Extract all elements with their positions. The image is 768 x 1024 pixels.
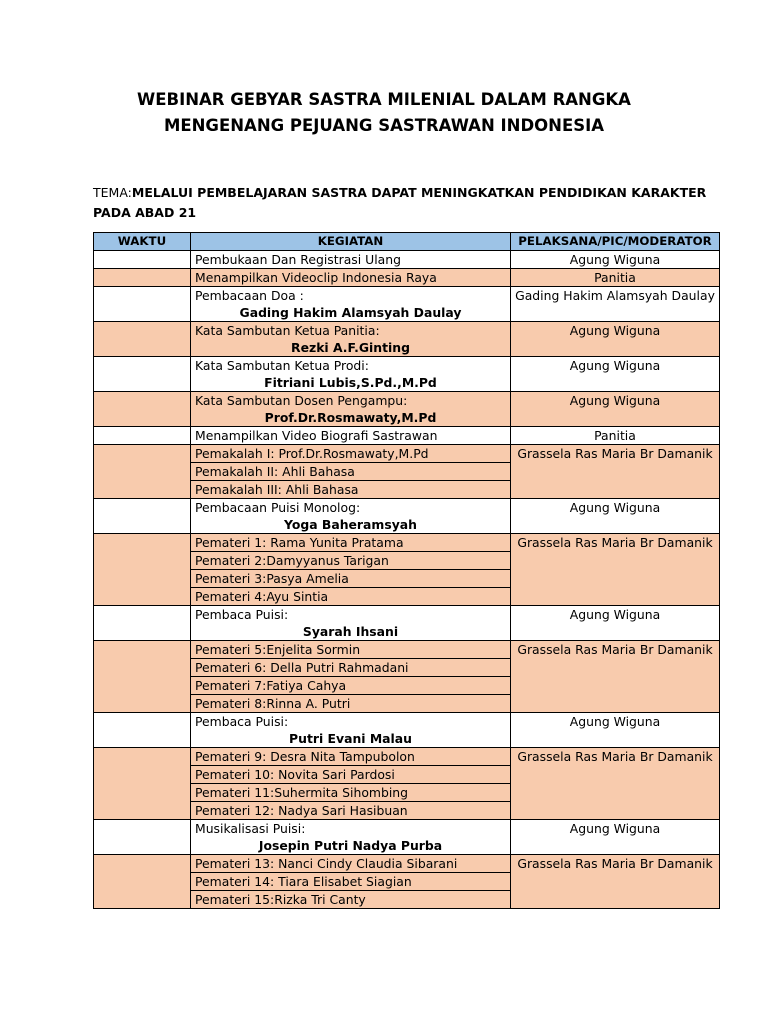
theme-text: MELALUI PEMBELAJARAN SASTRA DAPAT MENINGKATKAN PENDIDIKAN KARAKTER — [131, 185, 707, 200]
table-row — [94, 392, 720, 427]
table-row — [94, 287, 720, 322]
kegiatan-cell: Menampilkan Videoclip Indonesia Raya — [191, 269, 511, 287]
kegiatan-label: Pembaca Puisi: — [195, 607, 289, 622]
theme-line-1 — [93, 185, 706, 200]
table-row — [94, 251, 720, 269]
pic-cell: Grassela Ras Maria Br Damanik — [511, 445, 720, 499]
table-header — [94, 233, 720, 251]
kegiatan-cell: Pemateri 3:Pasya Amelia — [191, 570, 511, 588]
pic-cell: Panitia — [511, 269, 720, 287]
kegiatan-cell: Pemateri 14: Tiara Elisabet Siagian — [191, 873, 511, 891]
performer-name: Syarah Ihsani — [302, 624, 399, 639]
kegiatan-cell — [191, 392, 511, 427]
performer-name: Josepin Putri Nadya Purba — [258, 838, 443, 853]
kegiatan-cell — [191, 499, 511, 534]
waktu-cell — [94, 855, 191, 909]
pic-cell: Agung Wiguna — [511, 606, 720, 641]
theme-prefix: TEMA: — [93, 185, 132, 200]
pic-cell: Agung Wiguna — [511, 820, 720, 855]
kegiatan-cell: Pemateri 15:Rizka Tri Canty — [191, 891, 511, 909]
kegiatan-cell — [191, 820, 511, 855]
document-title-line-1: WEBINAR GEBYAR SASTRA MILENIAL DALAM RANGKA — [137, 90, 631, 109]
performer-name: Gading Hakim Alamsyah Daulay — [239, 305, 462, 320]
kegiatan-cell: Pemateri 12: Nadya Sari Hasibuan — [191, 802, 511, 820]
table-row — [94, 820, 720, 855]
pic-cell: Agung Wiguna — [511, 251, 720, 269]
kegiatan-cell — [191, 287, 511, 322]
kegiatan-cell: Pemateri 2:Damyyanus Tarigan — [191, 552, 511, 570]
waktu-cell — [94, 427, 191, 445]
pic-cell: Grassela Ras Maria Br Damanik — [511, 748, 720, 820]
waktu-cell — [94, 748, 191, 820]
waktu-cell — [94, 713, 191, 748]
waktu-cell — [94, 357, 191, 392]
header-waktu: WAKTU — [94, 233, 191, 251]
theme-text-2: PADA ABAD 21 — [93, 205, 197, 220]
pic-cell: Agung Wiguna — [511, 357, 720, 392]
header-pic: PELAKSANA/PIC/MODERATOR — [511, 233, 720, 251]
pic-cell: Panitia — [511, 427, 720, 445]
waktu-cell — [94, 269, 191, 287]
waktu-cell — [94, 641, 191, 713]
table-row — [94, 269, 720, 287]
pic-cell: Agung Wiguna — [511, 392, 720, 427]
kegiatan-cell: Pemateri 6: Della Putri Rahmadani — [191, 659, 511, 677]
kegiatan-label: Pembacaan Doa : — [195, 288, 304, 303]
waktu-cell — [94, 606, 191, 641]
table-row — [94, 445, 720, 463]
kegiatan-cell: Pemateri 9: Desra Nita Tampubolon — [191, 748, 511, 766]
pic-cell: Grassela Ras Maria Br Damanik — [511, 641, 720, 713]
kegiatan-cell: Pemateri 4:Ayu Sintia — [191, 588, 511, 606]
waktu-cell — [94, 392, 191, 427]
pic-cell: Grassela Ras Maria Br Damanik — [511, 534, 720, 606]
kegiatan-cell — [191, 322, 511, 357]
theme-line-2 — [93, 205, 196, 220]
waktu-cell — [94, 820, 191, 855]
table-row — [94, 534, 720, 552]
performer-name: Yoga Baheramsyah — [284, 517, 417, 532]
kegiatan-cell — [191, 357, 511, 392]
waktu-cell — [94, 287, 191, 322]
waktu-cell — [94, 499, 191, 534]
table-row — [94, 606, 720, 641]
kegiatan-cell: Pemakalah II: Ahli Bahasa — [191, 463, 511, 481]
pic-cell: Agung Wiguna — [511, 322, 720, 357]
pic-cell: Gading Hakim Alamsyah Daulay — [511, 287, 720, 322]
pic-cell: Agung Wiguna — [511, 713, 720, 748]
kegiatan-cell: Pemateri 5:Enjelita Sormin — [191, 641, 511, 659]
kegiatan-label: Pembaca Puisi: — [195, 714, 289, 729]
kegiatan-cell — [191, 713, 511, 748]
kegiatan-cell: Pemakalah III: Ahli Bahasa — [191, 481, 511, 499]
table-row — [94, 322, 720, 357]
table-row — [94, 427, 720, 445]
pic-cell: Grassela Ras Maria Br Damanik — [511, 855, 720, 909]
table-row — [94, 748, 720, 766]
kegiatan-cell: Pemateri 11:Suhermita Sihombing — [191, 784, 511, 802]
kegiatan-cell: Pemakalah I: Prof.Dr.Rosmawaty,M.Pd — [191, 445, 511, 463]
kegiatan-cell: Menampilkan Video Biografi Sastrawan — [191, 427, 511, 445]
performer-name: Fitriani Lubis,S.Pd.,M.Pd — [264, 375, 437, 390]
performer-name: Putri Evani Malau — [289, 731, 412, 746]
waktu-cell — [94, 445, 191, 499]
kegiatan-cell: Pemateri 1: Rama Yunita Pratama — [191, 534, 511, 552]
kegiatan-cell: Pemateri 7:Fatiya Cahya — [191, 677, 511, 695]
kegiatan-cell: Pemateri 8:Rinna A. Putri — [191, 695, 511, 713]
waktu-cell — [94, 534, 191, 606]
kegiatan-cell: Pembukaan Dan Registrasi Ulang — [191, 251, 511, 269]
document-title-line-2: MENGENANG PEJUANG SASTRAWAN INDONESIA — [163, 116, 605, 135]
schedule-table — [93, 232, 720, 909]
kegiatan-cell — [191, 606, 511, 641]
performer-name: Prof.Dr.Rosmawaty,M.Pd — [264, 410, 437, 425]
table-row — [94, 855, 720, 873]
kegiatan-cell: Pemateri 13: Nanci Cindy Claudia Sibarani — [191, 855, 511, 873]
kegiatan-label: Kata Sambutan Ketua Panitia: — [195, 323, 380, 338]
table-row — [94, 713, 720, 748]
table-row — [94, 641, 720, 659]
table-row — [94, 357, 720, 392]
kegiatan-label: Kata Sambutan Dosen Pengampu: — [195, 393, 408, 408]
kegiatan-cell: Pemateri 10: Novita Sari Pardosi — [191, 766, 511, 784]
waktu-cell — [94, 322, 191, 357]
kegiatan-label: Musikalisasi Puisi: — [195, 821, 306, 836]
waktu-cell — [94, 251, 191, 269]
pic-cell: Agung Wiguna — [511, 499, 720, 534]
performer-name: Rezki A.F.Ginting — [291, 340, 410, 355]
kegiatan-label: Kata Sambutan Ketua Prodi: — [195, 358, 369, 373]
kegiatan-label: Pembacaan Puisi Monolog: — [195, 500, 361, 515]
header-kegiatan: KEGIATAN — [191, 233, 511, 251]
table-row — [94, 499, 720, 534]
